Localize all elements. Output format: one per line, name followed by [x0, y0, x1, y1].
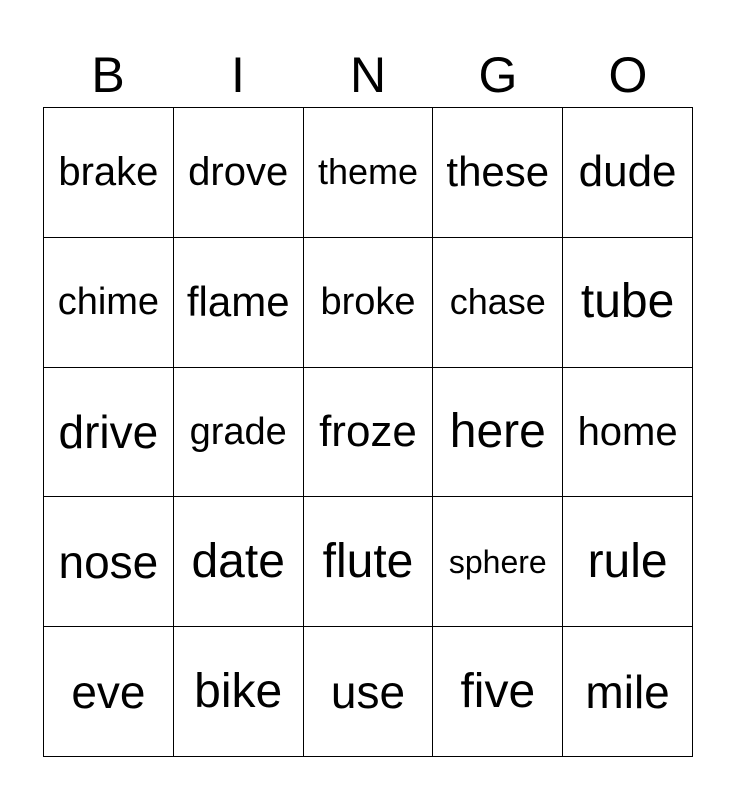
bingo-cell[interactable]: drove	[174, 108, 304, 238]
bingo-cell[interactable]: here	[433, 368, 563, 498]
bingo-cell[interactable]: use	[304, 627, 434, 757]
bingo-cell[interactable]: brake	[44, 108, 174, 238]
bingo-cell[interactable]: home	[563, 368, 693, 498]
bingo-cell[interactable]: these	[433, 108, 563, 238]
bingo-cell[interactable]: tube	[563, 238, 693, 368]
header-letter-g: G	[478, 47, 518, 103]
header-letter-b: B	[91, 47, 125, 103]
bingo-cell[interactable]: drive	[44, 368, 174, 498]
bingo-cell[interactable]: broke	[304, 238, 434, 368]
bingo-cell[interactable]: grade	[174, 368, 304, 498]
bingo-cell[interactable]: date	[174, 497, 304, 627]
header-letter-o: O	[608, 47, 648, 103]
bingo-cell[interactable]: eve	[44, 627, 174, 757]
header-letter-n: N	[349, 47, 387, 103]
bingo-cell[interactable]: chime	[44, 238, 174, 368]
bingo-header	[43, 44, 693, 106]
bingo-cell[interactable]: dude	[563, 108, 693, 238]
header-letter-i: I	[231, 47, 245, 103]
bingo-cell[interactable]: mile	[563, 627, 693, 757]
bingo-cell[interactable]: flute	[304, 497, 434, 627]
bingo-cell[interactable]: bike	[174, 627, 304, 757]
bingo-cell[interactable]: froze	[304, 368, 434, 498]
bingo-cell[interactable]: five	[433, 627, 563, 757]
bingo-cell[interactable]: rule	[563, 497, 693, 627]
bingo-cell[interactable]: nose	[44, 497, 174, 627]
bingo-cell[interactable]: theme	[304, 108, 434, 238]
bingo-cell[interactable]: flame	[174, 238, 304, 368]
bingo-cell[interactable]: chase	[433, 238, 563, 368]
bingo-board	[43, 107, 693, 757]
bingo-cell[interactable]: sphere	[433, 497, 563, 627]
